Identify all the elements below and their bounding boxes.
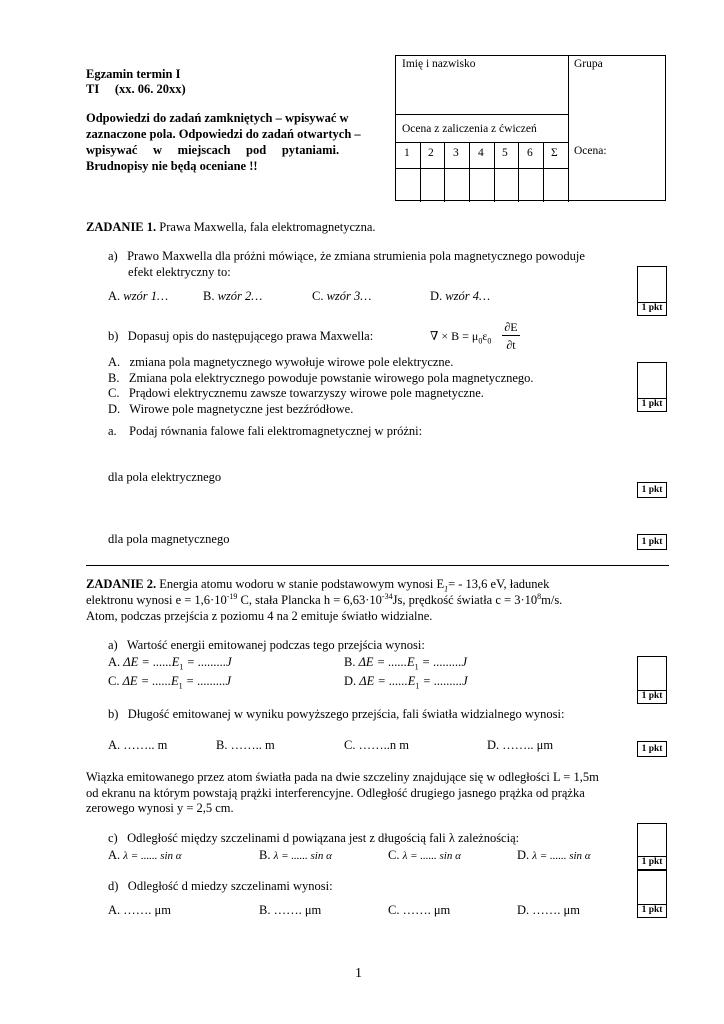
task2-c-option-b[interactable]: B. λ = ...... sin α bbox=[259, 848, 332, 862]
exam-code: TI (xx. 06. 20xx) bbox=[86, 82, 186, 96]
task1-b-option-c[interactable]: C. Prądowi elektrycznemu zawsze towarzyszy wirowe pole magnetyczne. bbox=[108, 386, 484, 400]
answer-box-2c[interactable]: 1 pkt bbox=[637, 823, 667, 870]
score-box-1c-magnetic: 1 pkt bbox=[637, 534, 667, 550]
task2-b-option-b[interactable]: B. …….. m bbox=[216, 738, 275, 752]
page-number: 1 bbox=[355, 966, 362, 981]
student-info-table bbox=[395, 55, 666, 201]
task1-b-option-b[interactable]: B. Zmiana pola elektrycznego powoduje powstanie wirowego pola magnetycznego. bbox=[108, 371, 534, 385]
task2-d-option-c[interactable]: C. ……. μm bbox=[388, 903, 451, 917]
magnetic-field-label: dla pola magnetycznego bbox=[108, 532, 230, 546]
final-grade-field[interactable]: Ocena: bbox=[574, 145, 607, 157]
instructions-line-1: Odpowiedzi do zadań zamkniętych – wpisywać w bbox=[86, 111, 349, 125]
task2-intro-line-1: ZADANIE 2. Energia atomu wodoru w stanie podstawowym wynosi $E_1= - 13,6$ eV, ładunek bbox=[86, 577, 550, 594]
exercise-grade-label: Ocena z zaliczenia z ćwiczeń bbox=[402, 123, 537, 135]
task2-c-option-c[interactable]: C. λ = ...... sin α bbox=[388, 848, 461, 862]
task1-c-question: a. Podaj równania falowe fali elektromagnetycznej w próżni: bbox=[108, 424, 423, 438]
task1-heading: ZADANIE 1. bbox=[86, 220, 157, 234]
answer-box-1b[interactable]: 1 pkt bbox=[637, 362, 667, 412]
task1-subject: Prawa Maxwella, fala elektromagnetyczna. bbox=[156, 220, 376, 234]
score-col-3: 3 bbox=[453, 147, 459, 159]
instructions-line-2: zaznaczone pola. Odpowiedzi do zadań otwartych – bbox=[86, 127, 361, 141]
task2-a-question: a) Wartość energii emitowanej podczas tego przejścia wynosi: bbox=[108, 638, 425, 652]
task2-a-option-b[interactable]: B. $\Delta E = ......E_1 = .........J$ bbox=[344, 655, 467, 672]
score-col-6: 6 bbox=[527, 147, 533, 159]
name-field[interactable]: Imię i nazwisko bbox=[402, 58, 476, 70]
section-divider bbox=[86, 565, 669, 566]
task2-a-option-d[interactable]: D. $\Delta E = ......E_1 = .........J$ bbox=[344, 674, 468, 691]
instructions-line-4: Brudnopisy nie będą oceniane !! bbox=[86, 159, 258, 173]
task2-b-option-a[interactable]: A. …….. m bbox=[108, 738, 168, 752]
task2-b-option-d[interactable]: D. …….. μm bbox=[487, 738, 554, 752]
electric-field-label: dla pola elektrycznego bbox=[108, 470, 222, 484]
task2-d-option-d[interactable]: D. ……. μm bbox=[517, 903, 580, 917]
task1-a-option-a[interactable]: A. wzór 1… bbox=[108, 289, 169, 303]
exam-title: Egzamin termin I bbox=[86, 67, 181, 81]
group-field[interactable]: Grupa bbox=[574, 58, 603, 70]
task2-intro-line-3: Atom, podczas przejścia z poziomu 4 na 2 emituje światło widzialne. bbox=[86, 609, 433, 623]
task2-d-option-b[interactable]: B. ……. μm bbox=[259, 903, 322, 917]
instructions-line-3: wpisywać w miejscach pod pytaniami. bbox=[86, 143, 340, 157]
answer-box-2a[interactable]: 1 pkt bbox=[637, 656, 667, 704]
task2-intro-line-2: elektronu wynosi $e = 1,6\cdot 10^{-19}$ C, stała Plancka $h = 6,63\cdot 10^{-34}Js$, prędkość światła $c = 3\cdot 10^8m/s$. bbox=[86, 591, 563, 607]
score-col-5: 5 bbox=[502, 147, 508, 159]
task1-a-option-c[interactable]: C. wzór 3… bbox=[312, 289, 372, 303]
score-col-1: 1 bbox=[404, 147, 410, 159]
task2-b-option-c[interactable]: C. ……..n m bbox=[344, 738, 409, 752]
task2-c-question: c) Odległość między szczelinami d powiązana jest z długością fali λ zależnością: bbox=[108, 831, 520, 845]
task2-a-option-a[interactable]: A. $\Delta E = ......E_1 = .........J$ bbox=[108, 655, 232, 672]
answer-box-2d[interactable]: 1 pkt bbox=[637, 870, 667, 918]
task2-b-question: b) Długość emitowanej w wyniku powyższego przejścia, fali światła widzialnego wynosi: bbox=[108, 707, 565, 721]
task2-c-option-d[interactable]: D. λ = ...... sin α bbox=[517, 848, 591, 862]
score-col-sum: Σ bbox=[551, 147, 558, 159]
task1-b-option-a[interactable]: A. zmiana pola magnetycznego wywołuje wirowe pole elektryczne. bbox=[108, 355, 454, 369]
task1-a-question: a) Prawo Maxwella dla próżni mówiące, że zmiana strumienia pola magnetycznego powoduje bbox=[108, 249, 585, 263]
task1-title bbox=[86, 220, 376, 235]
task1-b-question: b) Dopasuj opis do następującego prawa Maxwella: bbox=[108, 329, 374, 343]
task2-paragraph-line-2: od ekranu na którym powstają prążki interferencyjne. Odległość drugiego jasnego prążka od prążka bbox=[86, 786, 585, 800]
task1-b-option-d[interactable]: D. Wirowe pole magnetyczne jest bezźródłowe. bbox=[108, 402, 354, 416]
task2-paragraph-line-3: zerowego wynosi y = 2,5 cm. bbox=[86, 801, 234, 815]
task1-a-question-cont: efekt elektryczny to: bbox=[128, 265, 231, 279]
score-col-2: 2 bbox=[428, 147, 434, 159]
task1-a-option-b[interactable]: B. wzór 2… bbox=[203, 289, 263, 303]
answer-box-1a[interactable]: 1 pkt bbox=[637, 266, 667, 316]
answer-box-2b[interactable]: 1 pkt bbox=[637, 741, 667, 757]
task2-c-option-a[interactable]: A. λ = ...... sin α bbox=[108, 848, 182, 862]
task2-d-question: d) Odległość d miedzy szczelinami wynosi: bbox=[108, 879, 333, 893]
task2-a-option-c[interactable]: C. $\Delta E = ......E_1 = .........J$ bbox=[108, 674, 231, 691]
task1-a-option-d[interactable]: D. wzór 4… bbox=[430, 289, 491, 303]
score-box-1c-electric: 1 pkt bbox=[637, 482, 667, 498]
task2-paragraph-line-1: Wiązka emitowanego przez atom światła pada na dwie szczeliny znajdujące się w odległości L = 1,5m bbox=[86, 770, 599, 784]
score-col-4: 4 bbox=[478, 147, 484, 159]
task2-d-option-a[interactable]: A. ……. μm bbox=[108, 903, 171, 917]
